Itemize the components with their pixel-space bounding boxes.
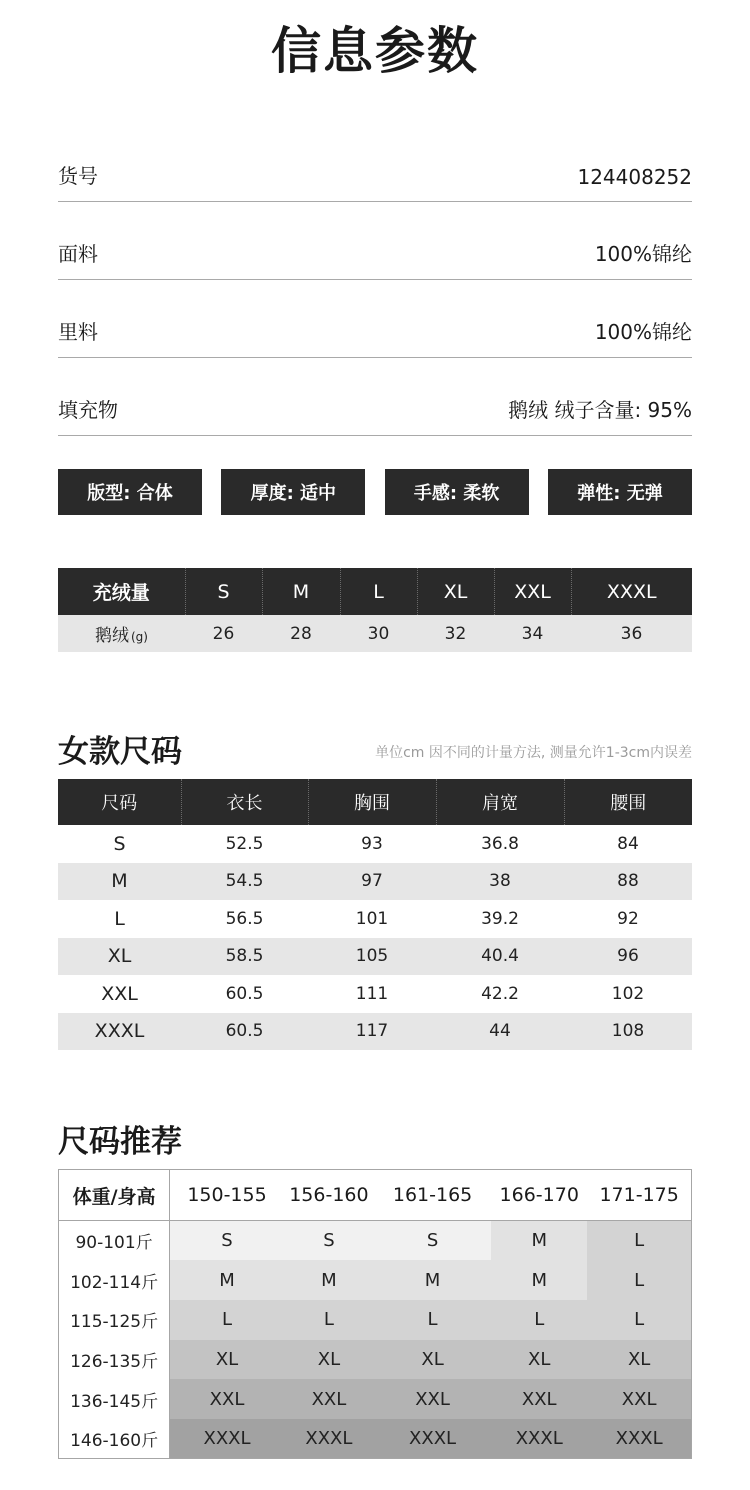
info-row-fabric [58, 202, 692, 280]
down-fill-value: 34 [494, 615, 571, 652]
length-cell: 60.5 [181, 1013, 308, 1051]
weight-label: 90-101斤 [59, 1221, 170, 1261]
waist-cell: 102 [611, 983, 645, 1004]
down-type: 鹅绒 [95, 626, 129, 646]
weight-label: 146-160斤 [59, 1419, 170, 1459]
info-row-filling [58, 358, 692, 436]
size-table-header: 衣长 [181, 779, 308, 825]
info-value: 124408252 [577, 165, 692, 189]
size-cell: L [114, 907, 125, 930]
size-table-header: 肩宽 [436, 779, 564, 825]
info-value: 100%锦纶 [594, 320, 692, 344]
recommend-cell: XL [170, 1340, 284, 1380]
size-header: S [185, 568, 262, 615]
size-cell: XXL [101, 982, 138, 1005]
recommend-cell: M [284, 1260, 374, 1300]
size-table-header-row [58, 779, 692, 825]
down-fill-row [58, 615, 692, 652]
waist-cell: 92 [617, 908, 639, 929]
size-header: XXXL [571, 568, 692, 615]
recommend-cell: XXL [170, 1379, 284, 1419]
recommend-cell: XXXL [374, 1419, 491, 1459]
down-fill-value: 32 [417, 615, 494, 652]
info-value: 鹅绒 绒子含量: 95% [508, 398, 692, 422]
recommend-cell: XXXL [491, 1419, 587, 1459]
size-cell: S [113, 832, 126, 855]
bust-cell: 97 [308, 863, 436, 901]
table-row [58, 825, 692, 863]
length-cell: 58.5 [181, 938, 308, 976]
length-cell: 56.5 [225, 908, 264, 929]
size-table-header: 腰围 [564, 779, 692, 825]
down-fill-row-label [58, 615, 185, 652]
waist-cell: 84 [617, 833, 639, 854]
info-value: 100%锦纶 [594, 242, 692, 266]
tag-thickness: 厚度: 适中 [221, 469, 365, 515]
shoulder-cell: 36.8 [481, 833, 519, 854]
recommend-cell: L [170, 1300, 284, 1340]
shoulder-cell: 44 [436, 1013, 564, 1051]
length-cell: 54.5 [181, 863, 308, 901]
recommend-cell: S [170, 1221, 284, 1261]
down-unit: (g) [131, 630, 148, 644]
tag-hand-feel: 手感: 柔软 [385, 469, 529, 515]
page-title: 信息参数 [271, 22, 479, 80]
tag-fit: 版型: 合体 [58, 469, 202, 515]
table-row [58, 863, 692, 901]
length-cell: 60.5 [225, 983, 264, 1004]
recommend-cell: XL [491, 1340, 587, 1380]
recommend-cell: M [491, 1221, 587, 1261]
size-header: XL [417, 568, 494, 615]
recommend-cell: M [170, 1260, 284, 1300]
size-cell: XXXL [58, 1013, 181, 1051]
table-row [59, 1260, 692, 1300]
recommend-cell: XXL [374, 1379, 491, 1419]
bust-cell: 111 [355, 983, 389, 1004]
recommend-cell: L [587, 1300, 691, 1340]
shoulder-cell: 38 [436, 863, 564, 901]
recommend-cell: XXL [491, 1379, 587, 1419]
table-row [59, 1300, 692, 1340]
recommend-cell: L [491, 1300, 587, 1340]
bust-cell: 101 [355, 908, 389, 929]
recommend-cell: S [284, 1221, 374, 1261]
recommend-cell: XL [284, 1340, 374, 1380]
down-fill-header: 充绒量 [58, 568, 185, 615]
info-label: 填充物 [58, 398, 118, 422]
height-header: 171-175 [587, 1170, 691, 1221]
recommend-cell: XXL [587, 1379, 691, 1419]
size-recommend-table [58, 1169, 692, 1459]
waist-cell: 108 [564, 1013, 692, 1051]
recommend-cell: XXL [284, 1379, 374, 1419]
recommend-cell: L [587, 1260, 691, 1300]
attribute-tags [58, 469, 692, 515]
down-fill-value: 30 [340, 615, 417, 652]
recommend-cell: L [284, 1300, 374, 1340]
size-header: M [262, 568, 340, 615]
info-row-lining [58, 280, 692, 358]
table-row [59, 1379, 692, 1419]
info-row-item-number [58, 124, 692, 202]
bust-cell: 93 [361, 833, 383, 854]
size-cell: M [58, 863, 181, 901]
recommend-cell: M [491, 1260, 587, 1300]
size-header: XXL [494, 568, 571, 615]
shoulder-cell: 39.2 [481, 908, 519, 929]
height-header: 161-165 [374, 1170, 491, 1221]
weight-label: 102-114斤 [59, 1260, 170, 1300]
table-row [58, 1013, 692, 1051]
recommend-cell: M [374, 1260, 491, 1300]
women-size-title: 女款尺码 [58, 734, 182, 770]
table-row [58, 938, 692, 976]
down-fill-value: 28 [262, 615, 340, 652]
weight-height-corner: 体重/身高 [59, 1170, 170, 1221]
waist-cell: 96 [564, 938, 692, 976]
shoulder-cell: 40.4 [436, 938, 564, 976]
recommend-cell: XL [587, 1340, 691, 1380]
size-header: L [340, 568, 417, 615]
table-row [59, 1419, 692, 1459]
down-fill-header-row [58, 568, 692, 615]
recommend-cell: L [374, 1300, 491, 1340]
down-fill-value: 36 [571, 615, 692, 652]
recommend-cell: L [587, 1221, 691, 1261]
women-size-table [58, 779, 692, 1050]
table-row [59, 1340, 692, 1380]
waist-cell: 88 [564, 863, 692, 901]
down-fill-table [58, 568, 692, 652]
recommend-header-row [59, 1170, 692, 1221]
bust-cell: 117 [308, 1013, 436, 1051]
length-cell: 52.5 [225, 833, 264, 854]
weight-label: 126-135斤 [59, 1340, 170, 1380]
recommend-cell: XXXL [587, 1419, 691, 1459]
table-row [58, 900, 692, 938]
down-fill-value: 26 [185, 615, 262, 652]
info-label: 货号 [58, 164, 98, 188]
weight-label: 115-125斤 [59, 1300, 170, 1340]
info-label: 里料 [58, 320, 98, 344]
size-table-header: 胸围 [308, 779, 436, 825]
size-table-header: 尺码 [58, 779, 181, 825]
table-row [59, 1221, 692, 1261]
recommend-cell: XXXL [170, 1419, 284, 1459]
tag-elasticity: 弹性: 无弹 [548, 469, 692, 515]
height-header: 150-155 [170, 1170, 284, 1221]
recommend-cell: S [374, 1221, 491, 1261]
bust-cell: 105 [308, 938, 436, 976]
measurement-note: 单位cm 因不同的计量方法, 测量允许1-3cm内误差 [375, 745, 692, 761]
weight-label: 136-145斤 [59, 1379, 170, 1419]
height-header: 166-170 [491, 1170, 587, 1221]
info-label: 面料 [58, 242, 98, 266]
size-recommend-title: 尺码推荐 [58, 1124, 182, 1160]
table-row [58, 975, 692, 1013]
recommend-cell: XL [374, 1340, 491, 1380]
recommend-cell: XXXL [284, 1419, 374, 1459]
shoulder-cell: 42.2 [481, 983, 519, 1004]
size-cell: XL [58, 938, 181, 976]
height-header: 156-160 [284, 1170, 374, 1221]
